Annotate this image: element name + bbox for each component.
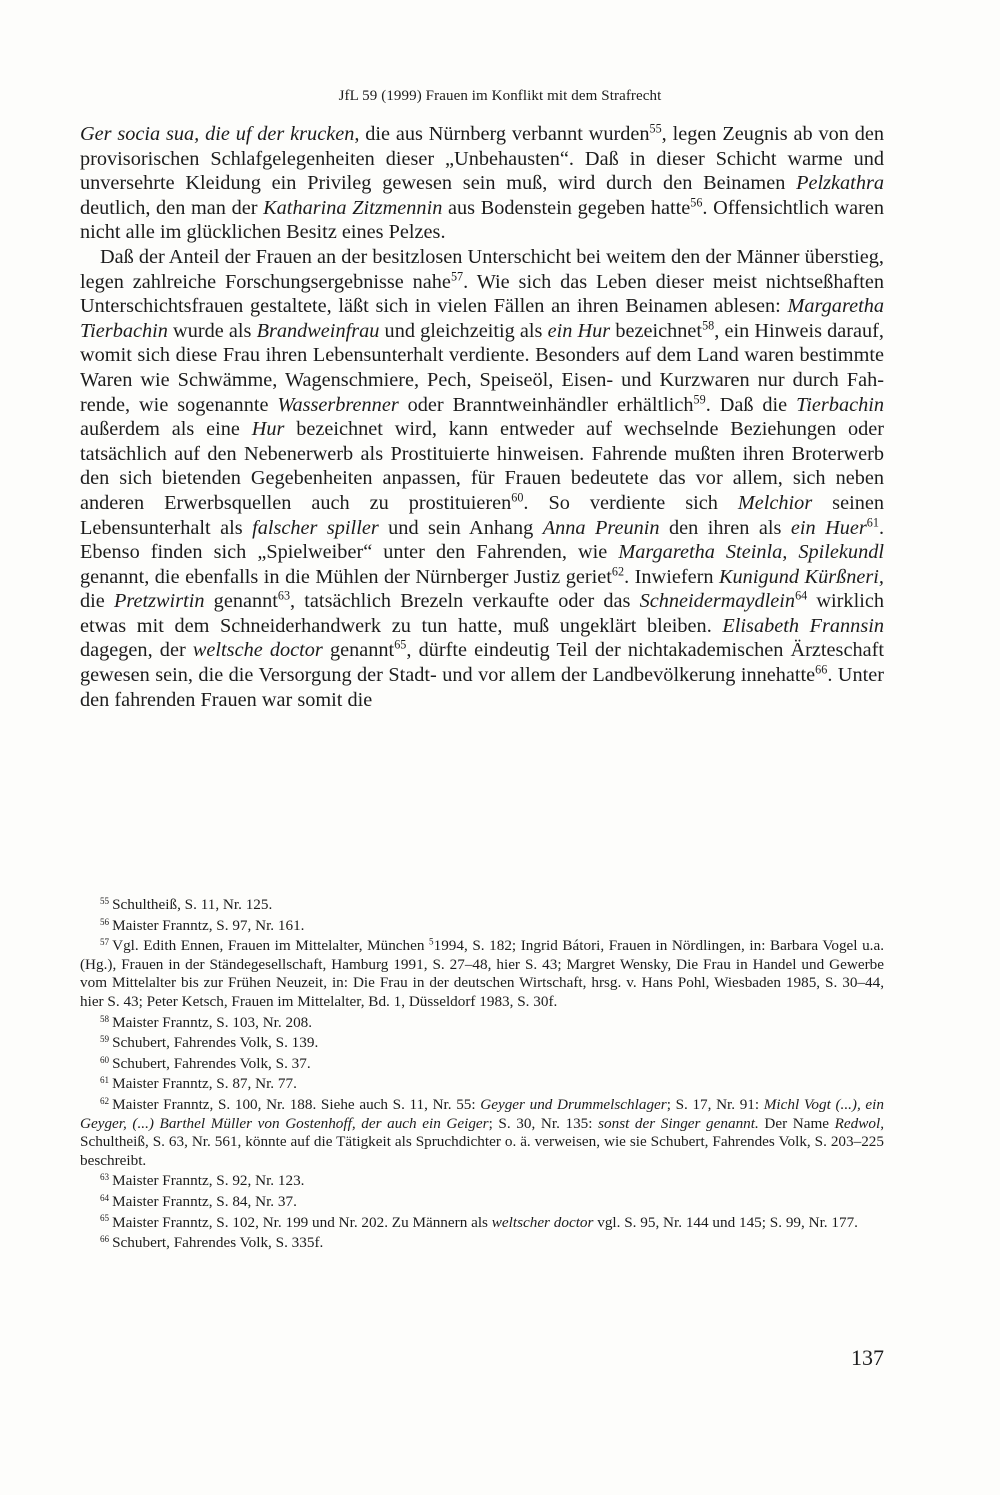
footnotes: [80, 896, 884, 1255]
footnote-ref: 5: [429, 936, 434, 947]
text-run: Daß der Anteil der Frauen an der besitzlosen Unterschicht bei weitem den der Männer überstieg, legen zahlreiche Forschungsergebnisse nahe: [80, 245, 884, 293]
footnote-ref: 61: [866, 515, 879, 530]
italic-text: Margaretha Steinla, Spilekundl: [618, 541, 884, 564]
running-head: JfL 59 (1999) Frauen im Konflikt mit dem Strafrecht: [338, 88, 662, 104]
italic-text: Katharina Zitzmennin: [263, 196, 443, 219]
footnote-ref: 62: [611, 564, 625, 579]
text-run: Maister Franntz, S. 87, Nr. 77.: [112, 1075, 297, 1093]
text-run: Schubert, Fahrendes Volk, S. 37.: [112, 1054, 311, 1072]
footnote: [80, 1034, 884, 1053]
footnote-ref: 63: [277, 588, 291, 603]
body-paragraph: [80, 245, 884, 712]
text-run: 1994, S. 182; Ingrid Bátori, Frauen in Nördlingen, in: Barbara Vogel u.a. (Hg.), Frauen in der Ständegesellschaft, Hamburg 1991, S. 27–48, hier S. 43; Margret Wensky, Die Frau in Handel und Gewerbe vom Mittelalter bis zur Frühen Neuzeit, in: Die Frau in der deutschen Wirtschaft, hrsg. v. Hans Pohl, Wiesbaden 1985, S. 30–44, hier S. 43; Peter Ketsch, Frauen im Mittelalter, Bd. 1, Düsseldorf 1983, S. 30f.: [80, 937, 885, 1010]
text-run: oder Branntweinhändler erhältlich: [398, 393, 694, 416]
footnote: [80, 937, 884, 1011]
italic-text: Melchior: [737, 491, 813, 514]
text-run: Der Name: [758, 1114, 835, 1132]
text-run: dagegen, der: [80, 639, 193, 662]
text-run: die: [80, 590, 114, 613]
footnote-number: 55: [100, 895, 110, 906]
text-run: den ihren als: [659, 516, 791, 539]
footnote-ref: 60: [511, 490, 524, 505]
page-number: 137: [851, 1345, 884, 1370]
italic-text: Geyger und Drummelschlager: [480, 1095, 667, 1113]
footnote: [80, 1096, 884, 1170]
text-run: Schultheiß, S. 11, Nr. 125.: [112, 896, 273, 913]
text-run: . Ebenso finden sich „Spielweiber“ unter den Fahrenden, wie: [80, 516, 885, 564]
text-run: vgl. S. 95, Nr. 144 und 145; S. 99, Nr. 177.: [593, 1213, 858, 1231]
text-run: genannt: [204, 590, 278, 613]
italic-text: Redwol: [834, 1114, 881, 1132]
text-run: seinen Lebensunterhalt als: [80, 491, 884, 539]
footnote: [80, 1055, 884, 1074]
italic-text: Ger socia sua, die uf der krucken: [80, 123, 355, 145]
italic-text: Brandweinfrau: [256, 319, 380, 342]
italic-text: Margaretha Tierbachin: [80, 295, 884, 342]
footnote-ref: 65: [394, 638, 407, 653]
footnote-number: 63: [100, 1172, 110, 1183]
footnote-number: 58: [100, 1013, 110, 1024]
text-run: . Wie sich das Leben dieser meist nichtseßhaften Unterschichtsfrauen gestaltete, läßt sich in vielen Fällen an ihren Beinamen ablesen:: [80, 270, 884, 318]
italic-text: Schneidermaydlein: [639, 590, 796, 613]
text-run: aus Bodenstein gegeben hatte: [442, 196, 691, 219]
footnote-number: 60: [100, 1054, 110, 1065]
footnote-ref: 57: [450, 269, 464, 284]
italic-text: falscher spiller: [252, 516, 379, 539]
footnote: [80, 917, 884, 936]
footnote: [80, 1193, 884, 1212]
footnote-number: 64: [100, 1192, 110, 1203]
text-run: deutlich, den man der: [80, 196, 264, 219]
italic-text: sonst der Singer genannt.: [598, 1114, 759, 1132]
text-run: , legen Zeugnis ab von den provisorischen Schlafgelegenheiten dieser „Unbehausten“. Daß in dieser Schicht warme und unversehrte Kleidung ein Privileg gewesen sein muß, wird durch den Beinamen: [80, 123, 884, 195]
text-run: Schubert, Fahrendes Volk, S. 335f.: [112, 1234, 324, 1252]
italic-text: Michl Vogt (...), ein Geyger, (...) Barthel Müller von Gostenhoff, der auch ein Geiger: [80, 1095, 884, 1132]
footnote-ref: 66: [815, 662, 828, 677]
body-paragraph: [80, 122, 884, 245]
text-run: , die aus Nürnberg verbannt wurden: [354, 123, 650, 145]
text-run: ; S. 30, Nr. 135:: [488, 1114, 599, 1132]
text-run: und gleichzeitig als: [379, 319, 548, 342]
footnote: [80, 1214, 884, 1233]
footnote-ref: 56: [690, 195, 703, 210]
footnote-number: 61: [100, 1075, 110, 1086]
footnote: [80, 1234, 884, 1253]
footnote-ref: 55: [649, 121, 662, 136]
body-text: [80, 122, 884, 712]
text-run: und sein Anhang: [378, 516, 543, 539]
text-run: wirklich etwas mit dem Schneiderhandwerk zu tun hatte, muß ungeklärt bleiben.: [80, 590, 884, 637]
italic-text: Pelzkathra: [796, 172, 884, 195]
footnote-ref: 59: [693, 392, 706, 407]
italic-text: Kunigund Kürßneri,: [719, 565, 884, 588]
text-run: ; S. 17, Nr. 91:: [666, 1095, 764, 1113]
italic-text: weltscher doctor: [491, 1213, 594, 1231]
italic-text: Elisabeth Frannsin: [722, 614, 884, 637]
text-run: . Offensichtlich waren nicht alle im glücklichen Besitz eines Pelzes.: [80, 196, 884, 244]
footnote-number: 65: [100, 1213, 110, 1224]
text-run: Maister Franntz, S. 84, Nr. 37.: [112, 1192, 297, 1210]
footnote-ref: 58: [702, 318, 715, 333]
footnote: [80, 1075, 884, 1094]
text-run: Maister Franntz, S. 102, Nr. 199 und Nr. 202. Zu Männern als: [112, 1213, 492, 1231]
text-run: Maister Franntz, S. 97, Nr. 161.: [112, 916, 305, 934]
footnote-ref: 64: [795, 588, 808, 603]
text-run: genannt: [322, 639, 395, 662]
footnote-number: 66: [100, 1234, 110, 1245]
italic-text: Pretzwirtin: [113, 590, 205, 613]
italic-text: ein Hur: [547, 319, 611, 342]
text-run: Maister Franntz, S. 100, Nr. 188. Siehe auch S. 11, Nr. 55:: [112, 1095, 481, 1113]
text-run: . Inwiefern: [624, 565, 720, 588]
footnote: [80, 1172, 884, 1191]
text-run: . Daß die: [705, 393, 797, 416]
text-run: , dürfte eindeutig Teil der nichtakademischen Ärzteschaft gewesen sein, die die Versorgung der Stadt- und vor allem der Landbevölkerung innehatte: [80, 639, 884, 687]
footnote-number: 59: [100, 1034, 110, 1045]
footnote-number: 56: [100, 916, 110, 927]
text-run: bezeichnet wird, kann entweder auf wechselnde Beziehungen oder tatsächlich auf den Nebenerwerb als Prostituierte hinweisen. Fahrende mußten ihren Broterwerb den sich bietenden Gegebenheiten anpassen, für Frauen bedeutete das vor allem, sich neben anderen Erwerbsquellen auch zu prostituieren: [80, 418, 884, 514]
text-run: , ein Hinweis darauf, womit sich diese Frau ihren Lebensunterhalt verdiente. Besonders auf dem Land waren bestimmte Waren wie Schwämme, Wagenschmiere, Pech, Speiseöl, Eisen- und Kurzwaren nur durch Fahrende, wie sogenannte: [80, 319, 884, 416]
italic-text: Tierbachin: [796, 393, 884, 416]
text-run: bezeichnet: [610, 319, 703, 342]
footnote: [80, 1014, 884, 1033]
text-run: , Schultheiß, S. 63, Nr. 561, könnte auf die Tätigkeit als Spruchdichter o. ä. verweisen, wie sie Schubert, Fahrendes Volk, S. 203–225 beschreibt.: [80, 1114, 885, 1169]
text-run: wurde als: [167, 319, 257, 342]
text-run: , tatsächlich Brezeln verkaufte oder das: [290, 590, 640, 613]
text-run: . So verdiente sich: [523, 491, 738, 514]
italic-text: weltsche doctor: [192, 639, 323, 662]
text-run: genannt, die ebenfalls in die Mühlen der Nürnberger Justiz geriet: [80, 565, 612, 588]
italic-text: Wasserbrenner: [277, 393, 399, 416]
footnote: [80, 896, 884, 915]
italic-text: ein Huer: [790, 516, 867, 539]
text-run: außerdem als eine: [80, 418, 252, 441]
italic-text: Hur: [251, 418, 285, 441]
text-run: Schubert, Fahrendes Volk, S. 139.: [112, 1034, 319, 1052]
text-run: . Unter den fahrenden Frauen war somit die: [80, 664, 884, 711]
italic-text: Anna Preunin: [542, 516, 660, 539]
footnote-number: 62: [100, 1095, 110, 1106]
text-run: Vgl. Edith Ennen, Frauen im Mittelalter, München: [112, 937, 430, 955]
text-run: Maister Franntz, S. 103, Nr. 208.: [112, 1013, 313, 1031]
footnote-number: 57: [100, 937, 110, 948]
text-run: Maister Franntz, S. 92, Nr. 123.: [112, 1172, 305, 1190]
